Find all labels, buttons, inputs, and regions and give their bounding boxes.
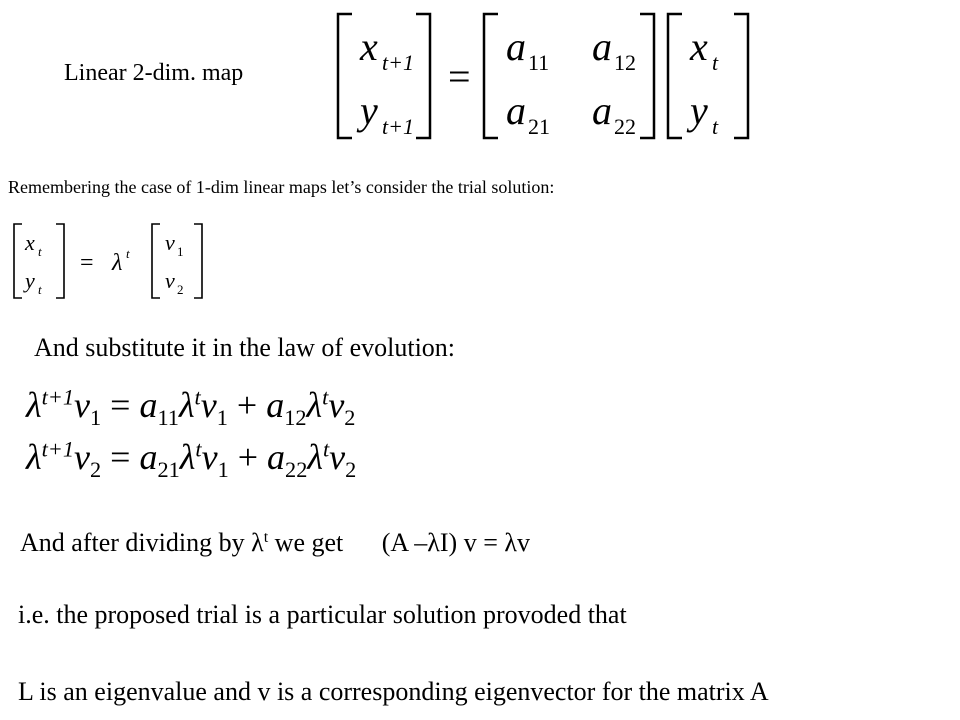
eq-a21: a [506, 88, 526, 133]
eq1-v-sub: 1 [90, 404, 102, 430]
trial-bracket-open [14, 224, 22, 298]
we-get-text: we get [274, 528, 344, 557]
eq1-lambda3-exp: t [322, 384, 329, 410]
trial-solution-equation [8, 218, 218, 304]
eq2-v2: v [201, 437, 218, 477]
trial-v2: v [165, 268, 175, 293]
eq1-equals: = [110, 385, 131, 425]
eq-a22: a [592, 88, 612, 133]
evolution-equation-2 [26, 436, 356, 483]
trial-v1-sub: 1 [177, 244, 184, 259]
eq1-lambda2: λ [178, 385, 195, 425]
eq2-lambda-exp: t+1 [41, 436, 75, 462]
eq-x: x [360, 24, 378, 69]
trial-y: y [25, 268, 35, 293]
eq2-lambda3-exp: t [322, 436, 330, 462]
eq2-plus: + [237, 437, 259, 477]
trial-bracket-close [56, 224, 64, 298]
eq2-lambda2-exp: t [195, 436, 202, 462]
eq-y-sub: t+1 [382, 114, 414, 139]
eq2-lambda2: λ [179, 437, 196, 477]
trial-lambda-exp: t [126, 246, 130, 261]
bracket-left-close [416, 14, 430, 138]
eq1-a2: a [266, 385, 285, 425]
trial-v1: v [165, 230, 175, 255]
eq-xt-sub: t [712, 50, 719, 75]
eq1-lambda: λ [26, 385, 42, 425]
eq1-a-sub: 11 [157, 404, 179, 430]
trial-condition-text: i.e. the proposed trial is a particular solution provoded that [18, 600, 627, 629]
eq1-lambda3: λ [306, 385, 323, 425]
eq2-v-sub: 2 [90, 456, 102, 482]
dividing-line [20, 528, 530, 558]
trial-v-bracket-close [194, 224, 202, 298]
trial-x: x [25, 230, 35, 255]
trial-v-bracket-open [152, 224, 160, 298]
eq2-v: v [74, 437, 90, 477]
eq1-lambda-exp: t+1 [41, 384, 75, 410]
eq-a12-sub: 12 [614, 50, 636, 75]
bracket-right-open [668, 14, 682, 138]
bracket-left-open [338, 14, 352, 138]
evolution-equation-1 [26, 384, 355, 431]
trial-v2-sub: 2 [177, 282, 184, 297]
eq1-v3: v [328, 385, 345, 425]
substitute-text: And substitute it in the law of evolution: [34, 333, 456, 362]
eigen-equation: (A –λI) v = λv [381, 528, 530, 557]
eq-a12: a [592, 24, 612, 69]
trial-lambda: λ [112, 250, 123, 276]
trial-x-sub: t [38, 244, 42, 259]
eq1-plus: + [236, 385, 258, 425]
eq-x-sub: t+1 [382, 50, 414, 75]
eq2-a: a [139, 437, 158, 477]
eq2-v3-sub: 2 [345, 456, 357, 482]
eq2-v2-sub: 1 [217, 456, 229, 482]
eq-y: y [360, 88, 378, 133]
dividing-lambda-exp: t [263, 529, 269, 547]
eq-a21-sub: 21 [528, 114, 550, 139]
trial-y-sub: t [38, 282, 42, 297]
eq1-lambda2-exp: t [194, 384, 201, 410]
eq2-a-sub: 21 [157, 456, 180, 482]
eq1-v: v [74, 385, 90, 425]
eq-equals: = [448, 54, 471, 99]
eq2-equals: = [110, 437, 131, 477]
matrix-equation [330, 8, 790, 148]
bracket-right-close [734, 14, 748, 138]
eq1-v3-sub: 2 [344, 404, 356, 430]
conclusion-text: L is an eigenvalue and v is a corresponding eigenvector for the matrix A [18, 677, 769, 706]
dividing-lambda: λ [251, 528, 264, 557]
remember-text: Remembering the case of 1-dim linear maps let’s consider the trial solution: [8, 177, 555, 197]
eq1-a2-sub: 12 [284, 404, 307, 430]
eq-a22-sub: 22 [614, 114, 636, 139]
eq1-v2-sub: 1 [216, 404, 228, 430]
eq2-a2-sub: 22 [285, 456, 308, 482]
dividing-text: And after dividing by [20, 528, 245, 557]
map-title-label: Linear 2-dim. map [64, 60, 244, 86]
eq2-a2: a [267, 437, 286, 477]
trial-equals: = [80, 250, 94, 276]
eq-yt-sub: t [712, 114, 719, 139]
eq-xt: x [690, 24, 708, 69]
bracket-mid-close [640, 14, 654, 138]
eq-yt: y [690, 88, 708, 133]
eq1-v2: v [200, 385, 217, 425]
bracket-mid-open [484, 14, 498, 138]
eq-a11: a [506, 24, 526, 69]
eq2-lambda3: λ [307, 437, 323, 477]
eq2-v3: v [329, 437, 346, 477]
eq1-a: a [139, 385, 158, 425]
eq2-lambda: λ [26, 437, 42, 477]
eq-a11-sub: 11 [528, 50, 550, 75]
